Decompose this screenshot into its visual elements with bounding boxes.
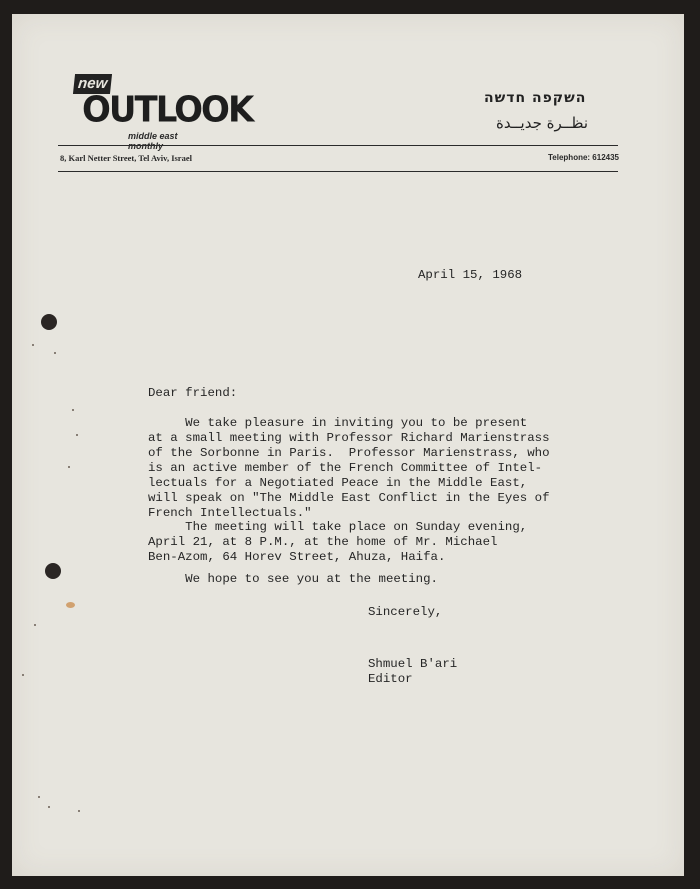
paper-speck bbox=[48, 806, 50, 808]
paper-speck bbox=[32, 344, 34, 346]
paper-speck bbox=[72, 409, 74, 411]
paper-speck bbox=[22, 674, 24, 676]
new-outlook-logo bbox=[72, 72, 253, 152]
letter-date: April 15, 1968 bbox=[418, 268, 523, 282]
logo-subtitle: middle east monthly bbox=[128, 131, 178, 151]
paper-speck bbox=[34, 624, 36, 626]
paper-speck bbox=[68, 466, 70, 468]
hebrew-publication-name: השקפה חדשה bbox=[484, 90, 587, 106]
signatory-title: Editor bbox=[368, 672, 413, 686]
letter-paragraph-hope: We hope to see you at the meeting. bbox=[148, 572, 438, 586]
letter-salutation: Dear friend: bbox=[148, 386, 238, 400]
signatory-name: Shmuel B'ari bbox=[368, 657, 458, 671]
letterhead-top-rule bbox=[58, 145, 618, 146]
paper-speck bbox=[38, 796, 40, 798]
paper-speck bbox=[78, 810, 80, 812]
punch-hole bbox=[41, 314, 57, 330]
arabic-publication-name: نظــرة جديــدة bbox=[496, 114, 589, 132]
rust-stain bbox=[66, 602, 75, 608]
letter-paragraph-details: The meeting will take place on Sunday evening, April 21, at 8 P.M., at the home of Mr. Michael Ben-Azom, 64 Horev Street, Ahuza, Haifa. bbox=[148, 520, 528, 564]
paper-speck bbox=[54, 352, 56, 354]
letter-signature-block bbox=[368, 657, 457, 687]
letter-closing: Sincerely, bbox=[368, 605, 443, 619]
paper-speck bbox=[76, 434, 78, 436]
letterhead-telephone: Telephone: 612435 bbox=[548, 153, 619, 162]
logo-title: OUTLOOK bbox=[82, 89, 253, 131]
logo-new-badge: new bbox=[73, 74, 112, 94]
letter-paragraph-invitation: We take pleasure in inviting you to be present at a small meeting with Professor Richard Marienstrass of the Sorbonne in Paris. Professor Marienstrass, who is an active member of the French Committee of Intel- lectuals for a Negotiated Peace in the Middle East, will speak on "The Middle East Conflict in the Eyes of French Intellectuals." bbox=[148, 416, 550, 520]
punch-hole bbox=[45, 563, 61, 579]
letter-page bbox=[12, 14, 684, 876]
letterhead-address: 8, Karl Netter Street, Tel Aviv, Israel bbox=[60, 153, 192, 163]
letterhead-bottom-rule bbox=[58, 171, 618, 172]
